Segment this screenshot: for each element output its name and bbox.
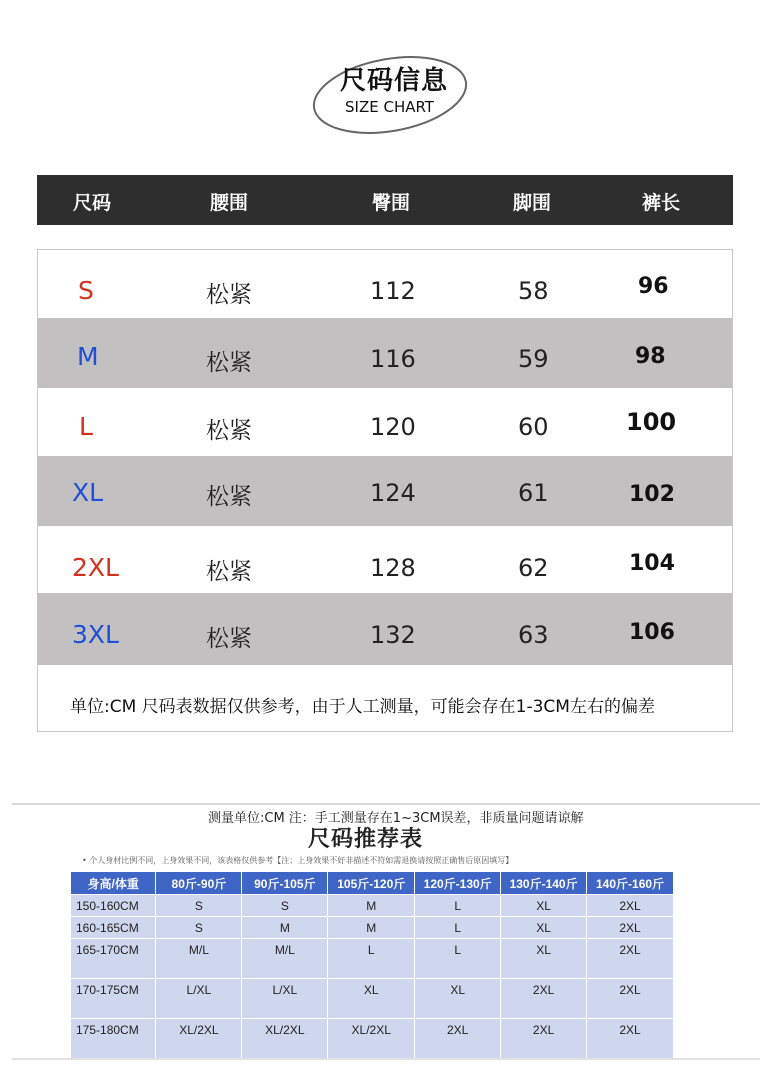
waist-value: 松紧 bbox=[206, 626, 252, 652]
ankle-value: 58 bbox=[518, 277, 549, 305]
header-weight-range: 80斤-90斤 bbox=[156, 872, 242, 895]
hip-value: 112 bbox=[370, 277, 416, 305]
height-cell: 160-165CM bbox=[71, 917, 156, 939]
size-label: 3XL bbox=[72, 620, 119, 649]
measurement-note: 单位:CM 尺码表数据仅供参考，由于人工测量，可能会存在1-3CM左右的偏差 bbox=[70, 697, 655, 717]
size-cell: XL bbox=[501, 939, 587, 979]
header-weight-range: 105斤-120斤 bbox=[328, 872, 415, 895]
length-value: 98 bbox=[635, 344, 666, 369]
length-value: 106 bbox=[629, 620, 675, 645]
size-cell: 2XL bbox=[415, 1019, 501, 1059]
size-chart-title bbox=[300, 48, 480, 140]
title-english: SIZE CHART bbox=[345, 98, 434, 116]
size-label: 2XL bbox=[72, 553, 119, 582]
size-cell: XL bbox=[415, 979, 501, 1019]
table-row bbox=[38, 593, 732, 665]
header-waist: 腰围 bbox=[210, 192, 249, 214]
ankle-value: 59 bbox=[518, 345, 549, 373]
header-weight-range: 130斤-140斤 bbox=[501, 872, 587, 895]
header-size: 尺码 bbox=[73, 192, 112, 214]
size-cell: XL bbox=[328, 979, 415, 1019]
size-cell: M bbox=[328, 917, 415, 939]
table-row bbox=[38, 318, 732, 388]
size-label: XL bbox=[72, 478, 104, 507]
size-cell: XL bbox=[501, 895, 587, 917]
section-divider bbox=[12, 803, 760, 805]
size-cell: 2XL bbox=[587, 979, 674, 1019]
height-cell: 150-160CM bbox=[71, 895, 156, 917]
header-weight-range: 90斤-105斤 bbox=[242, 872, 328, 895]
bottom-divider bbox=[12, 1058, 760, 1060]
height-cell: 165-170CM bbox=[71, 939, 156, 979]
length-value: 100 bbox=[626, 408, 677, 436]
height-cell: 170-175CM bbox=[71, 979, 156, 1019]
size-cell: XL/2XL bbox=[156, 1019, 242, 1059]
size-cell: M bbox=[328, 895, 415, 917]
recommend-note: • 个人身材比例不同，上身效果不同，该表格仅供参考【注；上身效果不好非描述不符如需退换请按照正确售后原因填写】 bbox=[82, 856, 514, 865]
length-value: 104 bbox=[629, 551, 675, 576]
size-cell: XL/2XL bbox=[242, 1019, 328, 1059]
waist-value: 松紧 bbox=[206, 559, 252, 585]
size-label: L bbox=[79, 412, 93, 441]
hip-value: 132 bbox=[370, 621, 416, 649]
size-cell: 2XL bbox=[587, 917, 674, 939]
table-row bbox=[71, 939, 674, 979]
table-row bbox=[38, 388, 732, 456]
size-cell: 2XL bbox=[587, 939, 674, 979]
size-cell: 2XL bbox=[587, 1019, 674, 1059]
header-weight-range: 120斤-130斤 bbox=[415, 872, 501, 895]
recommend-table bbox=[71, 872, 674, 1059]
ankle-value: 61 bbox=[518, 479, 549, 507]
header-length: 裤长 bbox=[642, 192, 681, 214]
waist-value: 松紧 bbox=[206, 418, 252, 444]
hip-value: 116 bbox=[370, 345, 416, 373]
size-label: M bbox=[77, 342, 99, 371]
size-cell: L bbox=[415, 895, 501, 917]
size-table bbox=[37, 249, 733, 732]
table-row bbox=[38, 250, 732, 318]
header-hip: 臀围 bbox=[372, 192, 411, 214]
size-cell: L bbox=[328, 939, 415, 979]
table-row bbox=[71, 979, 674, 1019]
waist-value: 松紧 bbox=[206, 350, 252, 376]
hip-value: 120 bbox=[370, 413, 416, 441]
size-cell: L bbox=[415, 917, 501, 939]
ankle-value: 60 bbox=[518, 413, 549, 441]
size-cell: M bbox=[242, 917, 328, 939]
height-cell: 175-180CM bbox=[71, 1019, 156, 1059]
size-cell: M/L bbox=[242, 939, 328, 979]
waist-value: 松紧 bbox=[206, 282, 252, 308]
size-label: S bbox=[78, 276, 94, 305]
table-row bbox=[38, 526, 732, 593]
size-cell: L/XL bbox=[242, 979, 328, 1019]
size-cell: 2XL bbox=[501, 979, 587, 1019]
size-cell: S bbox=[242, 895, 328, 917]
table-row bbox=[71, 895, 674, 917]
title-chinese: 尺码信息 bbox=[340, 66, 449, 96]
ankle-value: 63 bbox=[518, 621, 549, 649]
size-cell: 2XL bbox=[587, 895, 674, 917]
table-row bbox=[38, 456, 732, 526]
recommend-title: 尺码推荐表 bbox=[308, 827, 424, 852]
size-cell: 2XL bbox=[501, 1019, 587, 1059]
size-cell: XL/2XL bbox=[328, 1019, 415, 1059]
hip-value: 124 bbox=[370, 479, 416, 507]
length-value: 102 bbox=[629, 482, 675, 507]
header-weight-range: 140斤-160斤 bbox=[587, 872, 674, 895]
recommend-header-row bbox=[71, 872, 674, 895]
size-cell: L/XL bbox=[156, 979, 242, 1019]
header-ankle: 脚围 bbox=[513, 192, 552, 214]
waist-value: 松紧 bbox=[206, 484, 252, 510]
size-cell: XL bbox=[501, 917, 587, 939]
header-height-weight: 身高/体重 bbox=[71, 872, 156, 895]
table-row bbox=[71, 917, 674, 939]
size-cell: M/L bbox=[156, 939, 242, 979]
size-cell: S bbox=[156, 895, 242, 917]
size-cell: S bbox=[156, 917, 242, 939]
ankle-value: 62 bbox=[518, 554, 549, 582]
hip-value: 128 bbox=[370, 554, 416, 582]
table-row bbox=[71, 1019, 674, 1059]
size-cell: L bbox=[415, 939, 501, 979]
size-table-header bbox=[37, 175, 733, 225]
recommend-caption: 测量单位:CM 注：手工测量存在1~3CM误差，非质量问题请谅解 bbox=[208, 811, 584, 826]
length-value: 96 bbox=[638, 274, 669, 299]
